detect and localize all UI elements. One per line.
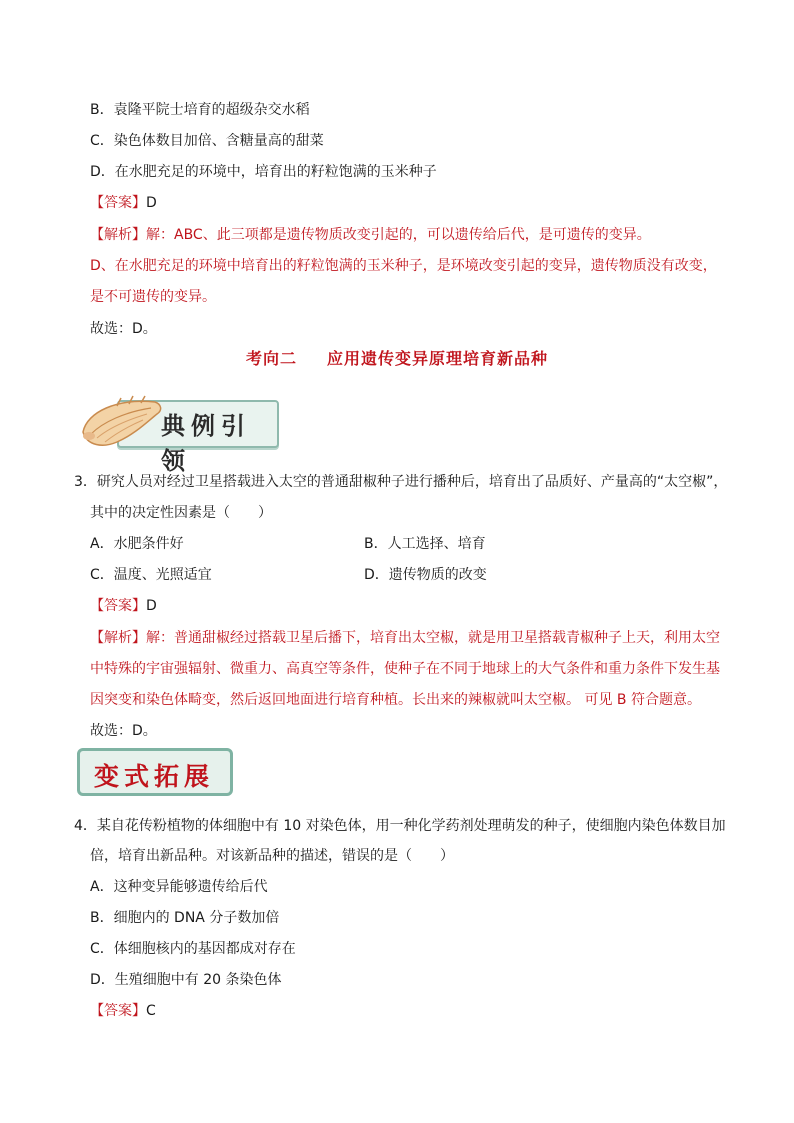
q2-conclusion: 故选：D。 — [90, 321, 157, 337]
q2-answer — [90, 193, 157, 213]
q2-analysis-line-2: D、在水肥充足的环境中培育出的籽粒饱满的玉米种子，是环境改变引起的变异，遗传物质没有改变， — [90, 258, 717, 274]
conch-shell-icon — [77, 392, 167, 450]
q3-option-c: C．温度、光照适宜 — [90, 567, 212, 583]
q4-stem-line-1: 4．某自花传粉植物的体细胞中有 10 对染色体，用一种化学药剂处理萌发的种子，使细胞内染色体数目加 — [74, 818, 726, 834]
q3-analysis-line-1 — [90, 628, 720, 648]
q2-option-d: D．在水肥充足的环境中，培育出的籽粒饱满的玉米种子 — [90, 164, 437, 180]
q3-option-a: A．水肥条件好 — [90, 536, 184, 552]
q3-answer — [90, 596, 157, 616]
q3-option-d: D．遗传物质的改变 — [364, 567, 487, 583]
banner-example — [77, 392, 277, 475]
analysis-tag: 【解析】 — [90, 630, 146, 646]
analysis-text: 解：普通甜椒经过搭载卫星后播下，培育出太空椒，就是用卫星搭载青椒种子上天，利用太空 — [146, 630, 720, 646]
q2-option-c: C．染色体数目加倍、含糖量高的甜菜 — [90, 133, 324, 149]
q3-stem-line-2: 其中的决定性因素是（ ） — [90, 505, 272, 521]
q4-option-a: A．这种变异能够遗传给后代 — [90, 879, 268, 895]
q2-analysis-line-3: 是不可遗传的变异。 — [90, 289, 216, 305]
q4-option-b: B．细胞内的 DNA 分子数加倍 — [90, 910, 280, 926]
q4-option-d: D．生殖细胞中有 20 条染色体 — [90, 972, 282, 988]
answer-tag: 【答案】 — [90, 195, 146, 211]
section-title-left: 考向二 — [245, 349, 297, 368]
answer-tag: 【答案】 — [90, 598, 146, 614]
q3-option-b: B．人工选择、培育 — [364, 536, 486, 552]
answer-value: D — [146, 598, 157, 614]
q3-analysis-line-2: 中特殊的宇宙强辐射、微重力、高真空等条件，使种子在不同于地球上的大气条件和重力条件下发生基 — [90, 661, 720, 677]
analysis-tag: 【解析】 — [90, 227, 146, 243]
answer-value: C — [146, 1003, 156, 1019]
q3-stem-line-1: 3．研究人员对经过卫星搭载进入太空的普通甜椒种子进行播种后，培育出了品质好、产量高的“太空椒”， — [74, 474, 728, 490]
q3-conclusion: 故选：D。 — [90, 723, 157, 739]
analysis-text: 解：ABC、此三项都是遗传物质改变引起的，可以遗传给后代，是可遗传的变异。 — [146, 227, 651, 243]
q4-option-c: C．体细胞核内的基因都成对存在 — [90, 941, 296, 957]
q4-stem-line-2: 倍，培育出新品种。对该新品种的描述，错误的是（ ） — [90, 848, 454, 864]
banner-variation-label: 变式拓展 — [94, 762, 215, 791]
q2-option-b: B．袁隆平院士培育的超级杂交水稻 — [90, 102, 310, 118]
section-title — [0, 346, 794, 369]
section-title-right: 应用遗传变异原理培育新品种 — [327, 349, 549, 368]
q4-answer — [90, 1001, 156, 1021]
answer-tag: 【答案】 — [90, 1003, 146, 1019]
q3-analysis-line-3: 因突变和染色体畸变，然后返回地面进行培育种植。长出来的辣椒就叫太空椒。 可见 B 符合题意。 — [90, 692, 701, 708]
q2-analysis-line-1 — [90, 225, 651, 245]
banner-example-label: 典例引领 — [161, 411, 251, 475]
banner-variation — [77, 748, 233, 796]
answer-value: D — [146, 195, 157, 211]
